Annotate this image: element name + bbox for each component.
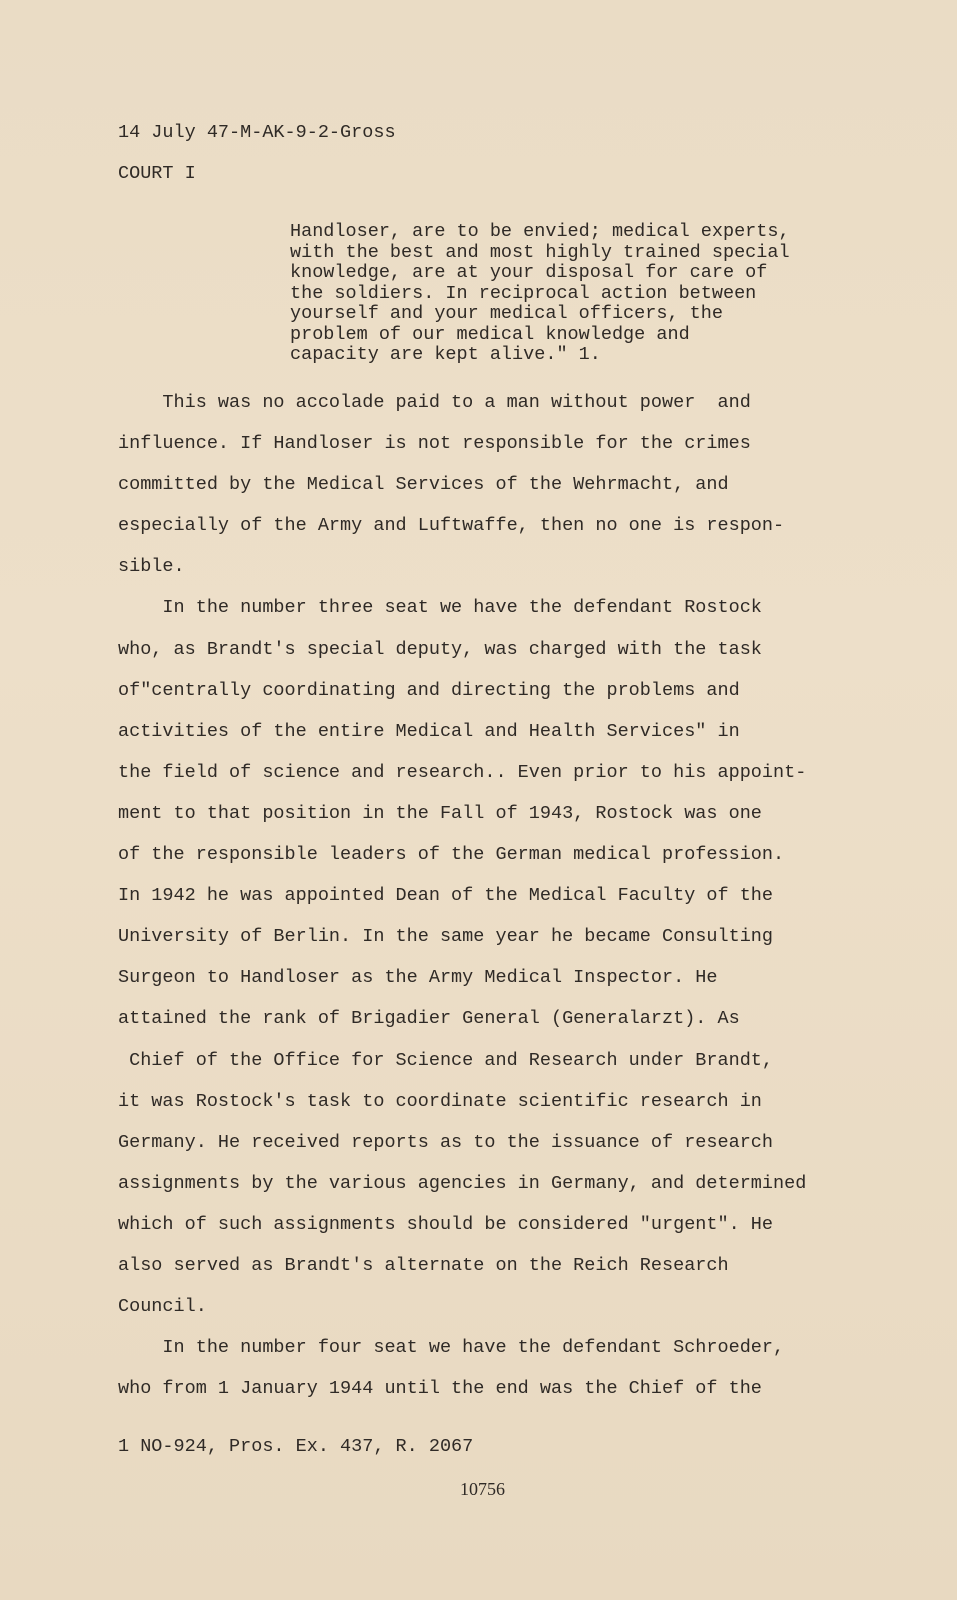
footnote: 1 NO-924, Pros. Ex. 437, R. 2067 [118, 1436, 474, 1457]
body-line: also served as Brandt's alternate on the Reich Research [118, 1254, 729, 1276]
body-text [118, 382, 898, 1409]
body-line: Germany. He received reports as to the issuance of research [118, 1131, 774, 1153]
body-line: influence. If Handloser is not responsible for the crimes [118, 433, 751, 455]
body-line: of the responsible leaders of the German medical profession. [118, 844, 785, 866]
quote-line: capacity are kept alive." 1. [290, 344, 601, 365]
body-line: who from 1 January 1944 until the end was the Chief of the [118, 1378, 762, 1400]
body-line: of"centrally coordinating and directing the problems and [118, 679, 740, 701]
body-line: In the number four seat we have the defendant Schroeder, [118, 1337, 785, 1359]
body-line: which of such assignments should be considered "urgent". He [118, 1213, 774, 1235]
quote-line: knowledge, are at your disposal for care of [290, 262, 768, 283]
block-quote [290, 222, 890, 366]
quote-line: yourself and your medical officers, the [290, 303, 723, 324]
court-label: COURT I [118, 163, 196, 184]
body-line: sible. [118, 556, 185, 578]
body-line: activities of the entire Medical and Health Services" in [118, 720, 740, 742]
body-line: who, as Brandt's special deputy, was charged with the task [118, 638, 762, 660]
body-line: attained the rank of Brigadier General (Generalarzt). As [118, 1008, 740, 1030]
body-line: assignments by the various agencies in Germany, and determined [118, 1172, 807, 1194]
body-line: This was no accolade paid to a man without power and [118, 392, 751, 413]
body-line: University of Berlin. In the same year he became Consulting [118, 926, 774, 948]
body-line: Council. [118, 1296, 207, 1318]
body-line: In 1942 he was appointed Dean of the Medical Faculty of the [118, 885, 774, 907]
body-line: ment to that position in the Fall of 1943, Rostock was one [118, 802, 762, 824]
quote-line: problem of our medical knowledge and [290, 323, 690, 345]
body-line: In the number three seat we have the defendant Rostock [118, 597, 762, 619]
quote-line: the soldiers. In reciprocal action between [290, 282, 757, 304]
quote-line: Handloser, are to be envied; medical experts, [290, 221, 790, 242]
body-line: committed by the Medical Services of the Wehrmacht, and [118, 474, 729, 496]
body-line: Chief of the Office for Science and Research under Brandt, [118, 1049, 774, 1071]
body-line: it was Rostock's task to coordinate scientific research in [118, 1090, 762, 1112]
page-number: 10756 [460, 1479, 505, 1499]
body-line: Surgeon to Handloser as the Army Medical Inspector. He [118, 967, 718, 989]
quote-line: with the best and most highly trained special [290, 241, 790, 263]
document-reference: 14 July 47-M-AK-9-2-Gross [118, 122, 396, 143]
body-line: especially of the Army and Luftwaffe, then no one is respon- [118, 515, 785, 537]
body-line: the field of science and research.. Even prior to his appoint- [118, 761, 807, 783]
